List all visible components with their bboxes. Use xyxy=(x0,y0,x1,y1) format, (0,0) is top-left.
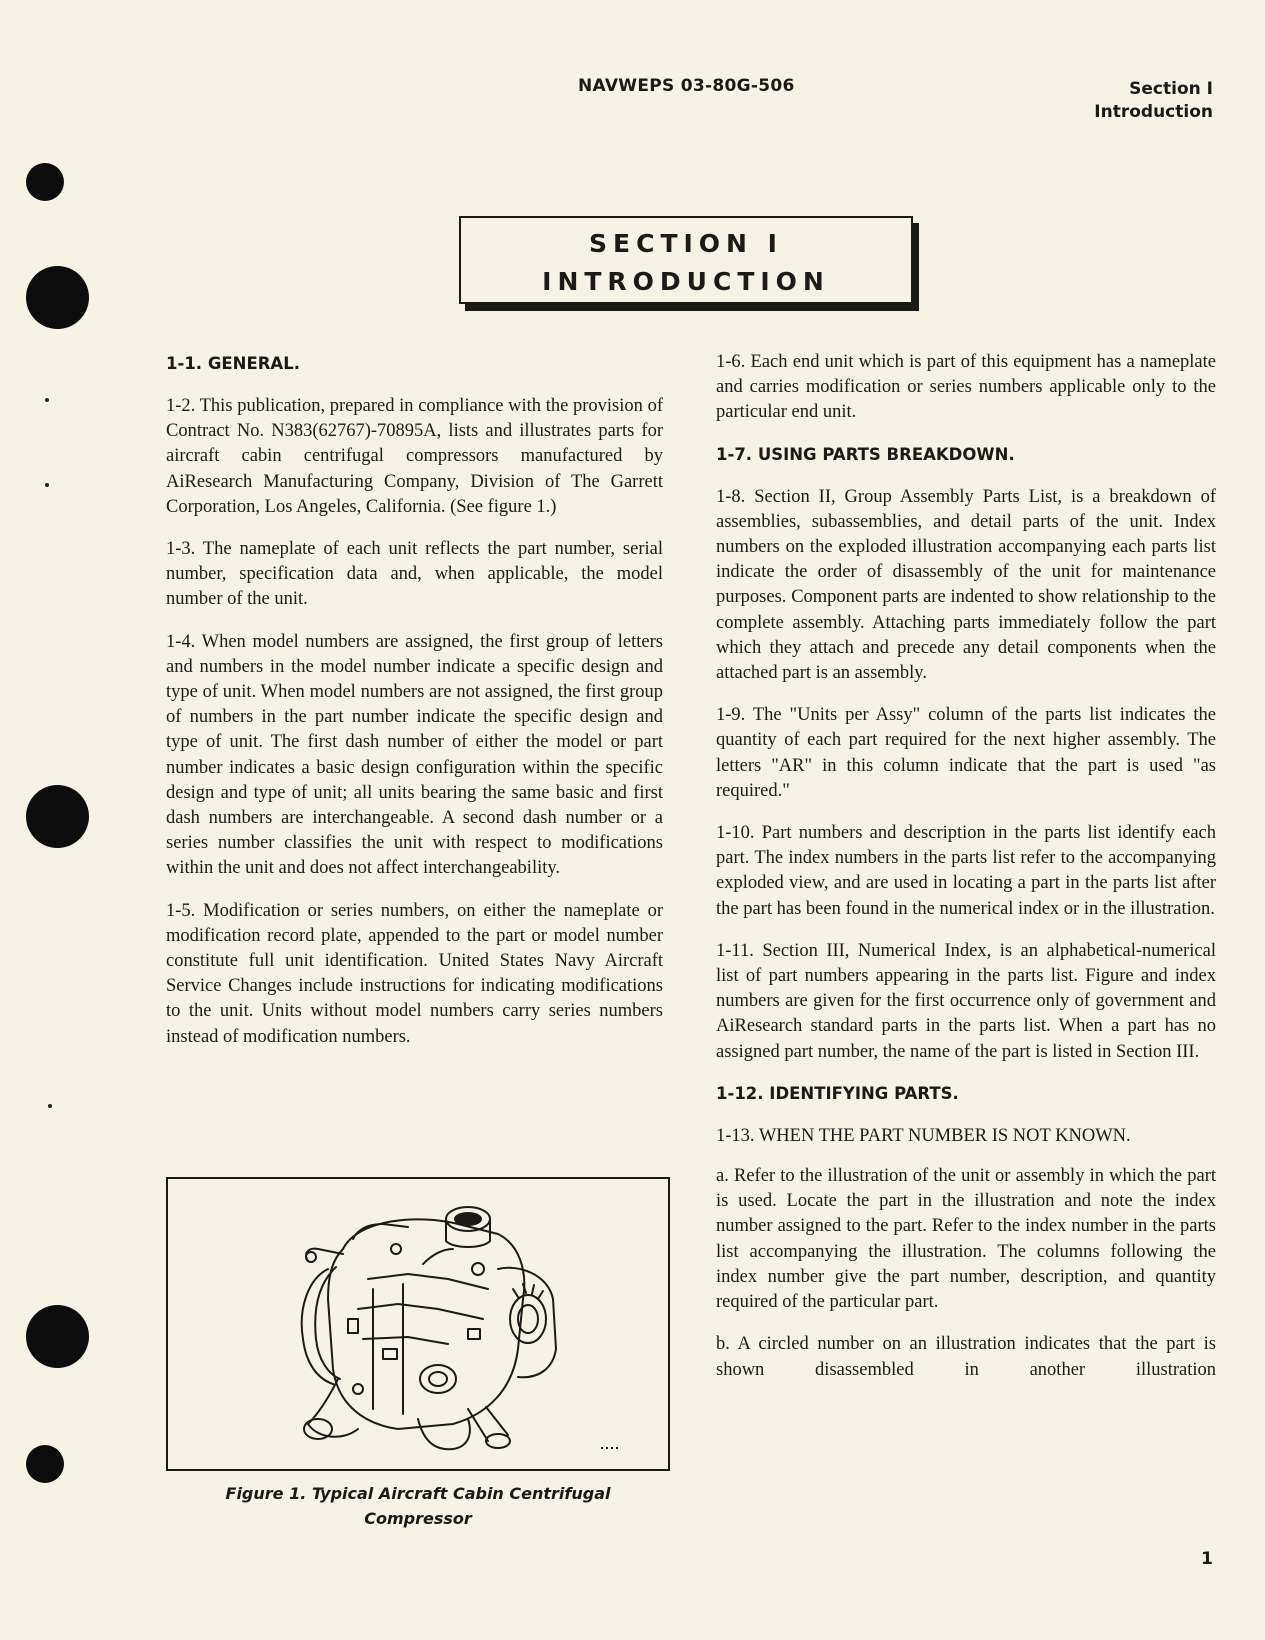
heading-general: 1-1. GENERAL. xyxy=(166,354,300,373)
speck xyxy=(48,1104,52,1108)
binder-hole xyxy=(26,785,89,848)
binder-hole xyxy=(26,266,89,329)
heading-identifying-parts: 1-12. IDENTIFYING PARTS. xyxy=(716,1083,959,1103)
binder-hole xyxy=(26,163,64,201)
speck xyxy=(45,483,49,487)
heading-using-parts-breakdown: 1-7. USING PARTS BREAKDOWN. xyxy=(716,444,1015,464)
left-column xyxy=(166,352,663,1067)
section-title-line1: SECTION I xyxy=(589,229,783,258)
caption-line-2: Compressor xyxy=(364,1509,472,1528)
caption-line-1: Figure 1. Typical Aircraft Cabin Centrifugal xyxy=(225,1484,611,1503)
section-name: Introduction xyxy=(1094,102,1213,122)
paragraph-b: b. A circled number on an illustration indicates that the part is shown disassembled in another illustration xyxy=(716,1334,1216,1380)
figure-1-frame xyxy=(166,1177,670,1471)
section-title-line2: INTRODUCTION xyxy=(542,267,830,296)
binder-hole xyxy=(26,1445,64,1483)
compressor-illustration xyxy=(168,1179,664,1465)
paragraph-1-4: 1-4. When model numbers are assigned, the first group of letters and numbers in the model number indicate a specific design and type of unit. When model numbers are not assigned, the first group of numbers in the part number indicate the specific design and type of unit. The first dash number of either the model or part number indicates a basic design configuration within the specific design and type of unit; all units bearing the same basic and first dash numbers are interchangeable. A second dash number or a series number classifies the unit with respect to modifications within the unit and does not affect interchangeability. xyxy=(166,631,663,879)
figure-1-caption xyxy=(166,1481,670,1531)
section-label: Section I xyxy=(1129,79,1213,99)
paragraph-1-6: 1-6. Each end unit which is part of this equipment has a nameplate and carries modification or series numbers applicable only to the particular end unit. xyxy=(716,352,1216,423)
paragraph-1-2: 1-2. This publication, prepared in compliance with the provision of Contract No. N383(62767)-70895A, lists and illustrates parts for aircraft cabin centrifugal compressors manufactured by AiResearch Manufacturing Company, Division of The Garrett Corporation, Los Angeles, California. (See figure 1.) xyxy=(166,396,663,517)
section-header xyxy=(1094,78,1213,124)
section-title-box xyxy=(459,216,913,304)
paragraph-1-9: 1-9. The "Units per Assy" column of the parts list indicates the quantity of each part required for the next higher assembly. The letters "AR" in this column indicate that the part is used "as required." xyxy=(716,705,1216,801)
speck xyxy=(45,398,49,402)
paragraph-1-10: 1-10. Part numbers and description in the parts list identify each part. The index numbers in the parts list refer to the accompanying exploded view, and are used in locating a part in the parts list after the part has been found in the numerical index or in the illustration. xyxy=(716,823,1216,919)
paragraph-1-13: 1-13. WHEN THE PART NUMBER IS NOT KNOWN. xyxy=(716,1125,1131,1146)
paragraph-1-3: 1-3. The nameplate of each unit reflects the part number, serial number, specification data and, when applicable, the model number of the unit. xyxy=(166,539,663,610)
right-column xyxy=(716,350,1216,1400)
paragraph-1-11: 1-11. Section III, Numerical Index, is an alphabetical-numerical list of part numbers appearing in the parts list. Figure and index numbers are given for the first occurrence only of government and AiResearch standard parts in the parts list. When a part has no assigned part number, the name of the part is listed in Section III. xyxy=(716,940,1216,1062)
binder-hole xyxy=(26,1305,89,1368)
paragraph-a: a. Refer to the illustration of the unit or assembly in which the part is used. Locate the part in the illustration and note the index number assigned to the part. Refer to the index number in the parts list accompanying the illustration. The columns following the index number give the part number, description, and quantity required of the particular part. xyxy=(716,1166,1216,1313)
paragraph-1-5: 1-5. Modification or series numbers, on either the nameplate or modification record plate, appended to the part or model number constitute full unit identification. United States Navy Aircraft Service Changes include instructions for indicating modifications to the unit. Units without model numbers carry series numbers instead of modification numbers. xyxy=(166,900,663,1047)
page-number: 1 xyxy=(1201,1549,1213,1569)
document-number: NAVWEPS 03-80G-506 xyxy=(578,76,795,96)
paragraph-1-8: 1-8. Section II, Group Assembly Parts List, is a breakdown of assemblies, subassemblies, and detail parts of the unit. Index numbers on the exploded illustration accompanying each parts list indicate the order of disassembly of the unit for maintenance purposes. Component parts are indented to show relationship to the complete assembly. Attaching parts immediately follow the part which they attach and precede any detail components when the attached part is an assembly. xyxy=(716,486,1216,684)
